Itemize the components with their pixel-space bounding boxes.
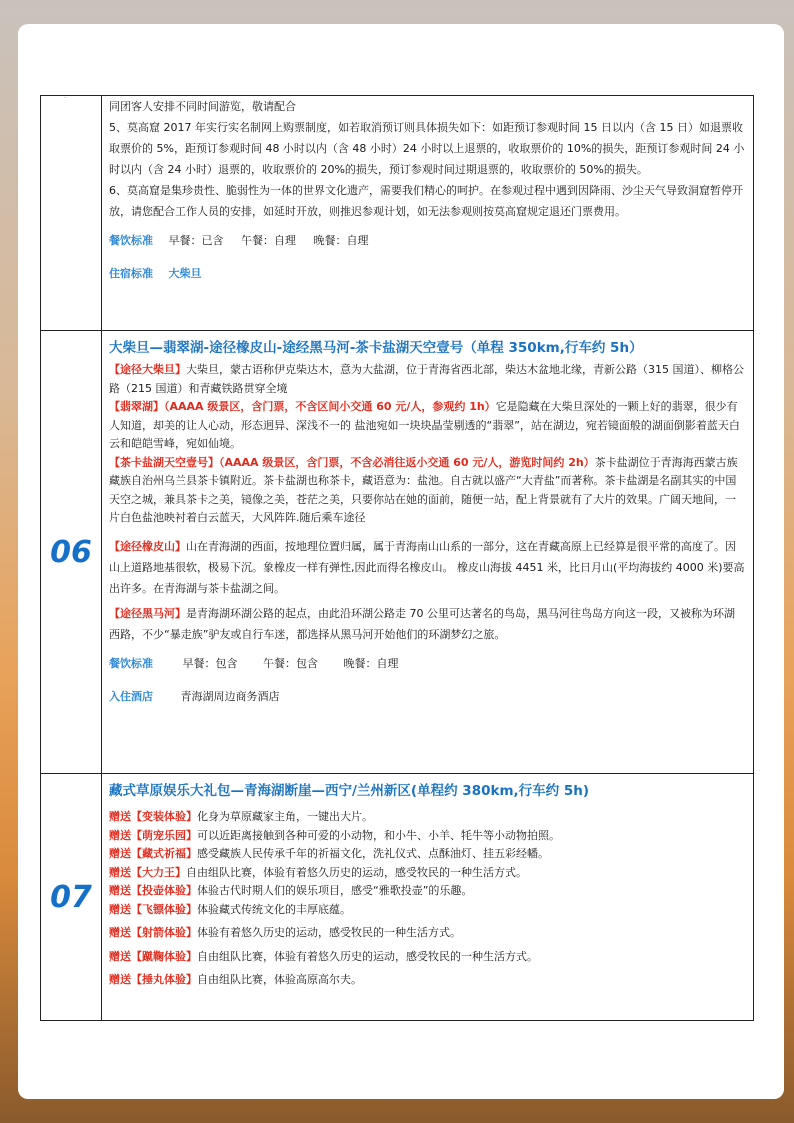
- spot-paragraph: [109, 536, 745, 599]
- itinerary-table: [40, 95, 754, 1021]
- hotel-label: 入住酒店: [109, 689, 153, 703]
- day-content: [102, 96, 754, 331]
- gift-tag: 赠送: [109, 828, 131, 842]
- day-title: 大柴旦—翡翠湖-途径橡皮山-途经黑马河-茶卡盐湖天空壹号（单程 350km,行车约 5h）: [109, 340, 643, 356]
- meal-dinner: 晚餐：自理: [313, 233, 369, 247]
- gift-name: 【萌宠乐园】: [131, 828, 197, 842]
- gift-tag: 赠送: [109, 884, 131, 897]
- meal-label: 餐饮标准: [109, 656, 153, 670]
- gift-item: [109, 808, 745, 827]
- gift-item: [109, 882, 745, 901]
- gift-tag: 赠送: [109, 847, 131, 860]
- gift-name: 【变装体验】: [131, 810, 197, 823]
- gift-item: [109, 924, 745, 943]
- spot-text: 它是隐藏在大柴旦深处的一颗上好的翡翠，很少有人知道，却美的让人心动，形态迥异、深浅不一的 盐池宛如一块块晶莹剔透的“翡翠”，站在湖边，宛若镜面般的湖面倒影着蓝天白云和皑皑雪峰，宛如仙境。: [109, 400, 740, 450]
- gift-text: 体验有着悠久历史的运动，感受牧民的一种生活方式。: [197, 926, 461, 939]
- meal-breakfast: 早餐：已含: [168, 233, 224, 247]
- gift-name: 【藏式祈福】: [131, 847, 197, 860]
- hotel-value: 大柴旦: [168, 266, 202, 280]
- day-content: [102, 331, 754, 774]
- gift-item: [109, 971, 745, 990]
- meal-standard: [109, 230, 745, 251]
- spot-paragraph: [109, 361, 745, 398]
- gift-text: 自由组队比赛，体验高原高尔夫。: [197, 973, 362, 986]
- meal-breakfast: 早餐：包含: [182, 656, 238, 670]
- gift-text: 化身为草原藏家主角，一键出大片。: [197, 810, 373, 823]
- gift-tag: 赠送: [109, 865, 131, 879]
- day-number-cell: [41, 774, 102, 1021]
- meal-dinner: 晚餐：自理: [343, 656, 399, 670]
- gift-tag: 赠送: [109, 926, 131, 939]
- table-row: [41, 96, 754, 331]
- gift-tag: 赠送: [109, 973, 131, 986]
- hotel-standard: [109, 263, 745, 284]
- spot-tag: 【茶卡盐湖天空壹号】（AAAA 级景区，含门票，不含必消往返小交通 60 元/人，游览时间约 2h）: [109, 455, 595, 469]
- meal-label: 餐饮标准: [109, 233, 153, 247]
- spot-paragraph: [109, 454, 745, 528]
- gift-item: [109, 827, 745, 846]
- spot-text: 是青海湖环湖公路的起点，由此沿环湖公路走 70 公里可达著名的鸟岛，黑马河往鸟岛方向这一段，又被称为环湖西路，不少“暴走族”驴友或自行车迷，都选择从黑马河开始他们的环湖梦幻之旅。: [109, 606, 735, 641]
- gift-name: 【射箭体验】: [131, 926, 197, 939]
- gift-item: [109, 901, 745, 920]
- meal-lunch: 午餐：包含: [263, 656, 318, 670]
- gift-name: 【投壶体验】: [131, 884, 197, 897]
- spot-tag: 【途径大柴旦】: [109, 363, 186, 376]
- gift-tag: 赠送: [109, 902, 131, 916]
- hotel-label: 住宿标准: [109, 266, 153, 280]
- spot-paragraph: [109, 603, 745, 645]
- gift-name: 【蹴鞠体验】: [131, 949, 197, 963]
- gift-text: 自由组队比赛，体验有着悠久历史的运动，感受牧民的一种生活方式。: [186, 865, 527, 879]
- spot-tag: 【途径黑马河】: [109, 606, 186, 620]
- gift-item: [109, 948, 745, 967]
- gift-name: 【飞镖体验】: [131, 902, 197, 916]
- day-number: 07: [50, 879, 92, 915]
- meal-lunch: 午餐：自理: [241, 233, 296, 247]
- spot-tag: 【翡翠湖】（AAAA 级景区，含门票，不含区间小交通 60 元/人，参观约 1h）: [109, 400, 496, 413]
- day-number-cell: [41, 331, 102, 774]
- gift-text: 体验藏式传统文化的丰厚底蕴。: [197, 902, 351, 916]
- day-title: 藏式草原娱乐大礼包—青海湖断崖—西宁/兰州新区(单程约 380km,行车约 5h): [109, 783, 590, 799]
- spot-text: 山在青海湖的西面，按地理位置归属，属于青海南山山系的一部分，这在青藏高原上已经算是很平常的高度了。因山上道路地基很软，极易下沉。象橡皮一样有弹性,因此而得名橡皮山。 橡皮山海拔 4451 米，比日月山(平均海拔约 4000 米)要高出许多。在青海湖与茶卡盐湖之间。: [109, 539, 745, 595]
- notice-line: 6、莫高窟是集珍贵性、脆弱性为一体的世界文化遗产，需要我们精心的呵护。在参观过程中遇到因降雨、沙尘天气导致洞窟暂停开放，请您配合工作人员的安排，如延时开放，则推迟参观计划，如无法参观则按莫高窟规定退还门票费用。: [109, 183, 743, 218]
- table-row: [41, 331, 754, 774]
- table-row: [41, 774, 754, 1021]
- spot-tag: 【途径橡皮山】: [109, 539, 186, 553]
- gift-item: [109, 864, 745, 883]
- gift-tag: 赠送: [109, 949, 131, 963]
- gift-item: [109, 845, 745, 864]
- gift-text: 体验古代时期人们的娱乐项目，感受“雅歌投壶”的乐趣。: [197, 884, 473, 897]
- day-content: [102, 774, 754, 1021]
- gift-list: [109, 808, 745, 990]
- gift-name: 【大力王】: [131, 865, 186, 879]
- spot-paragraph: [109, 398, 745, 454]
- page-mark: -: [64, 94, 67, 101]
- notice-line: 5、莫高窟 2017 年实行实名制网上购票制度，如若取消预订则具体损失如下：如距预订参观时间 15 日以内（含 15 日）如退票收取票价的 5%，距预订参观时间 48 小时以内（含 48 小时）24 小时以上退票的，收取票价的 10%的损失，距预订参观时间 24 小时以内（含 24 小时）退票的，收取票价的 20%的损失，预订参观时间过期退票的，收取票价的 50%的损失。: [109, 120, 745, 176]
- meal-standard: [109, 653, 745, 674]
- day-cell-empty: [41, 96, 102, 331]
- hotel-value: 青海湖周边商务酒店: [180, 689, 280, 703]
- spot-text: 茶卡盐湖位于青海海西蒙古族藏族自治州乌兰县茶卡镇附近。茶卡盐湖也称茶卡，藏语意为：盐池。自古就以盛产“大青盐”而著称。茶卡盐湖是名副其实的中国天空之城，兼具茶卡之美，镜像之美，苍茫之美，只要你站在她的面前，随便一站，配上背景就有了大片的效果。广阔天地间，一片白色盐池映衬着白云蓝天，大风阵阵.随后乘车途径: [109, 455, 738, 524]
- spot-text: 大柴旦，蒙古语称伊克柴达木，意为大盐湖，位于青海省西北部，柴达木盆地北缘，青新公路（315 国道）、柳格公路（215 国道）和青藏铁路贯穿全境: [109, 363, 744, 395]
- gift-text: 可以近距离接触到各种可爱的小动物，和小牛、小羊、牦牛等小动物拍照。: [197, 828, 560, 842]
- gift-text: 感受藏族人民传承千年的祈福文化，洗礼仪式、点酥油灯、挂五彩经幡。: [197, 847, 549, 860]
- day-number: 06: [50, 534, 92, 570]
- hotel-standard: [109, 686, 745, 707]
- gift-name: 【捶丸体验】: [131, 973, 197, 986]
- notice-line: 同团客人安排不同时间游览，敬请配合: [109, 100, 296, 113]
- gift-tag: 赠送: [109, 810, 131, 823]
- gift-text: 自由组队比赛，体验有着悠久历史的运动，感受牧民的一种生活方式。: [197, 949, 538, 963]
